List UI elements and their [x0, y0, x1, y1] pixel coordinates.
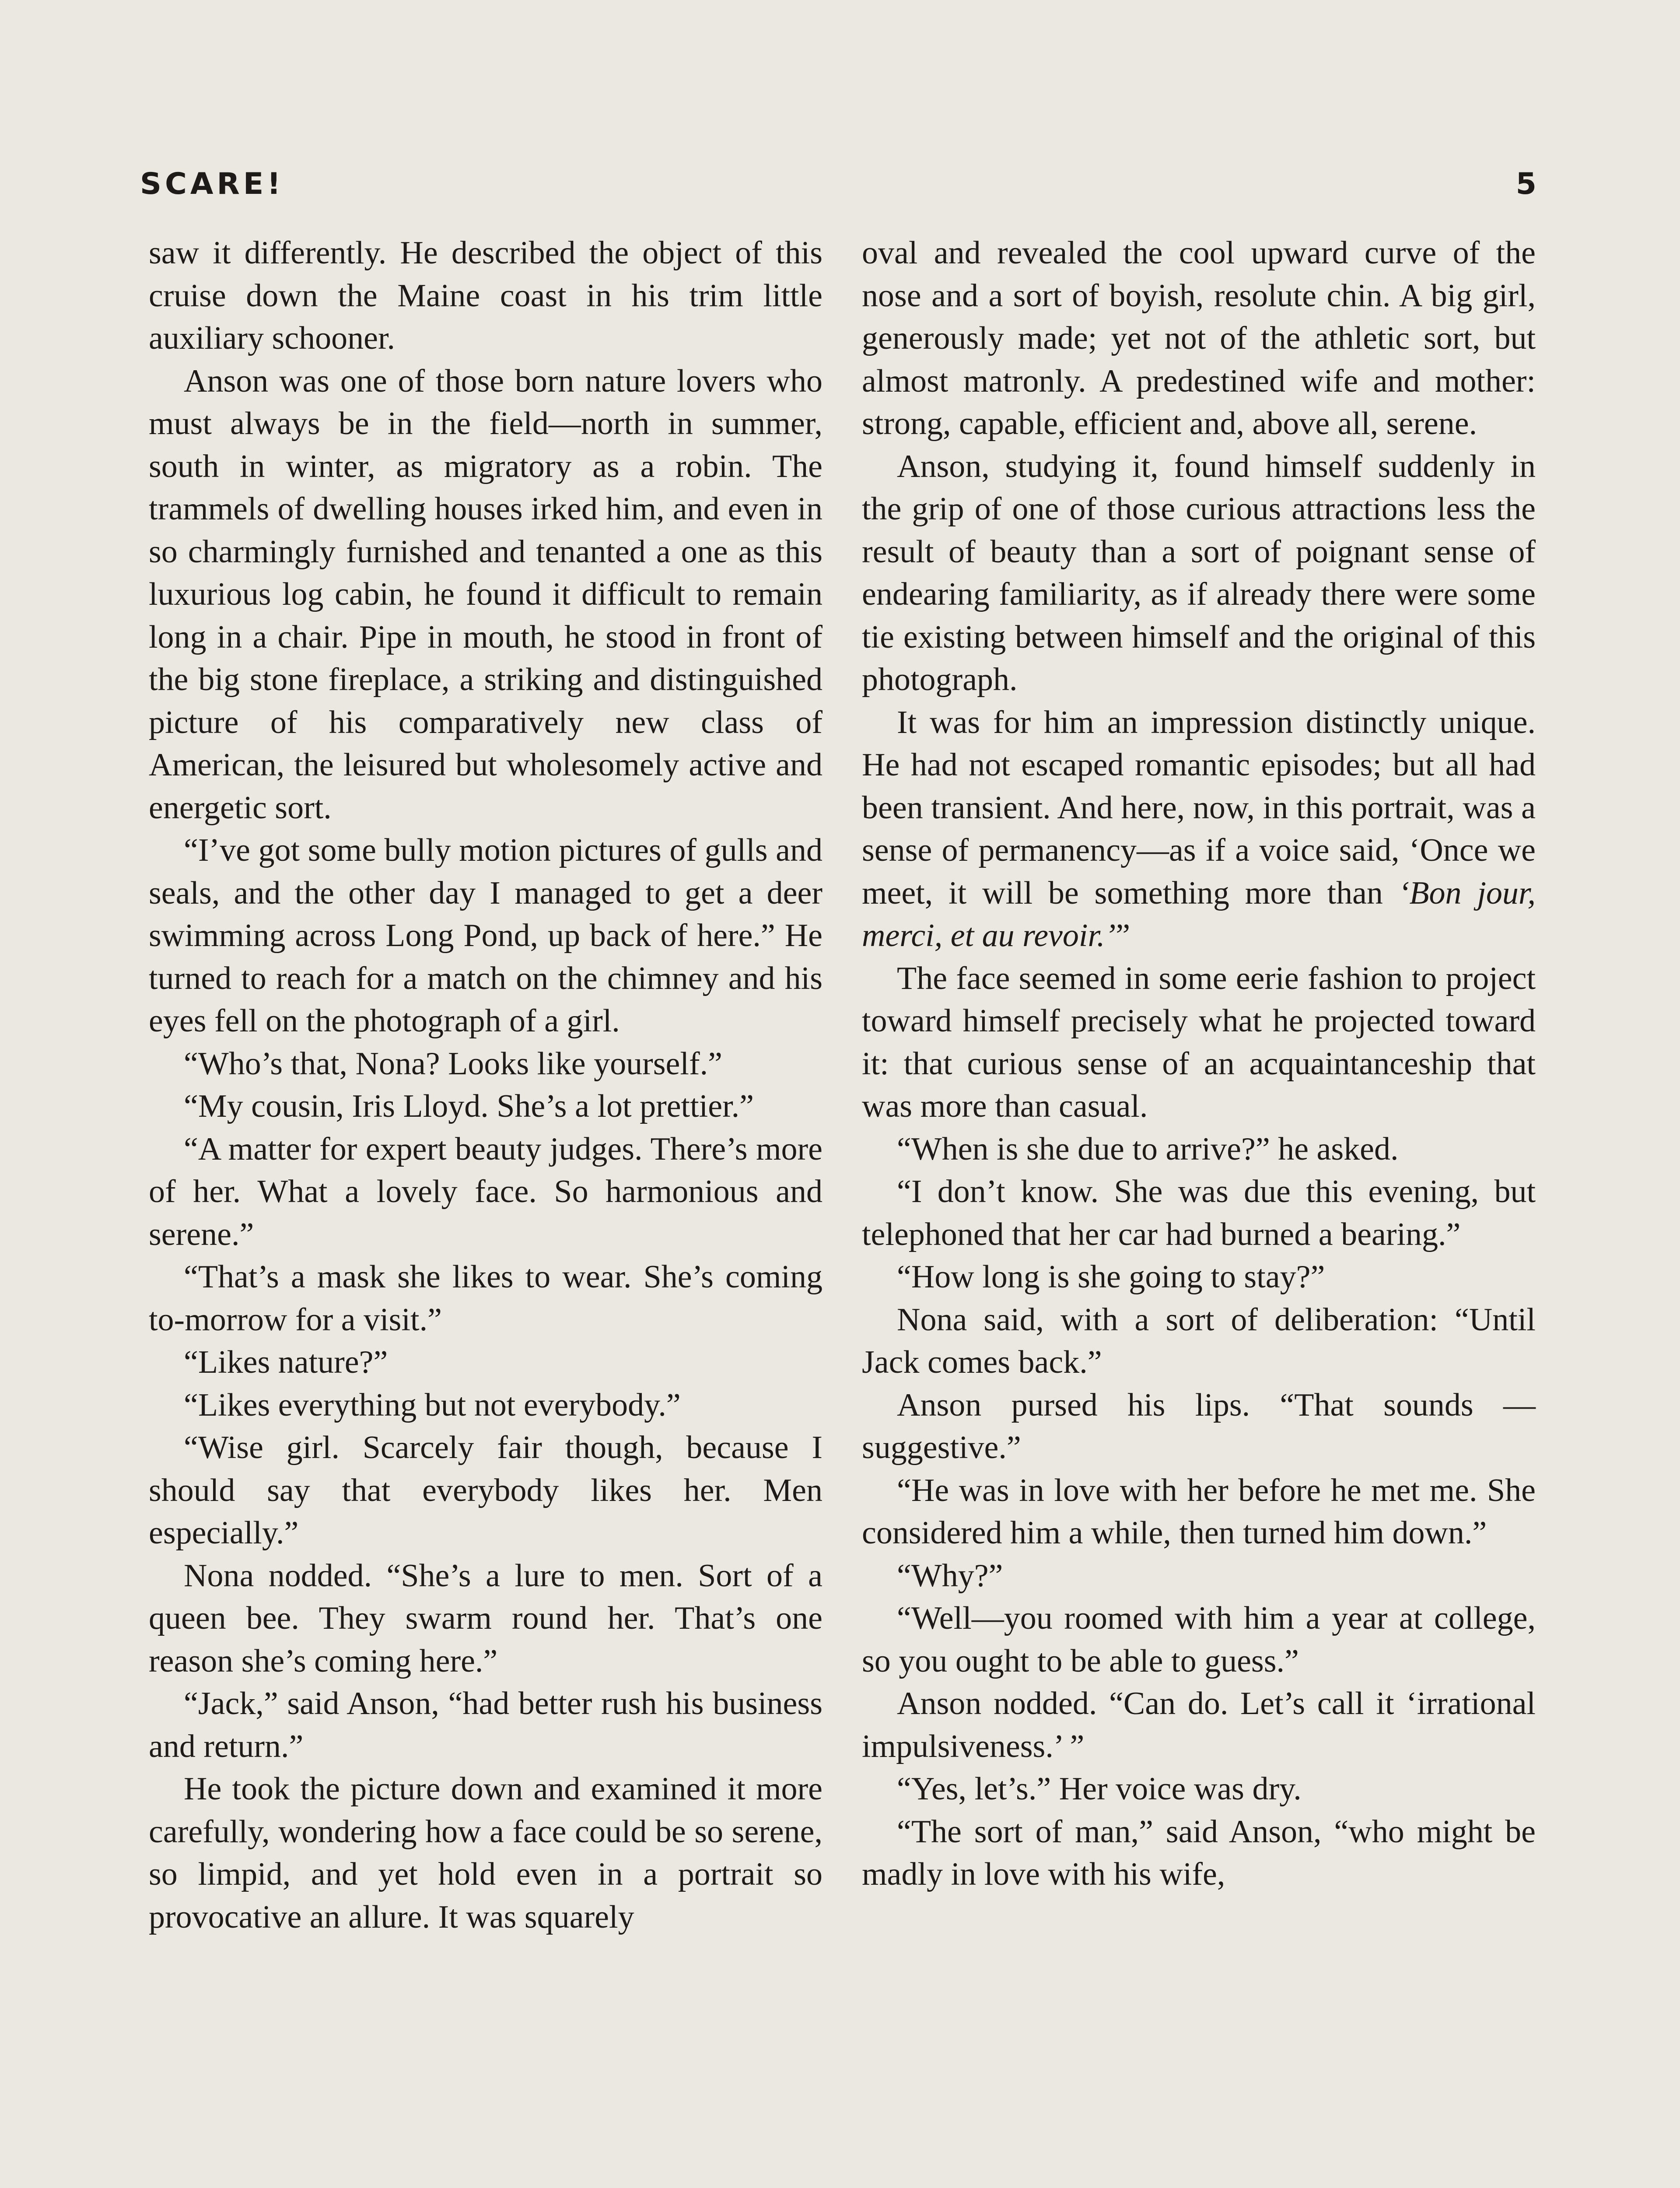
paragraph-text: It was for him an impression distinctly unique. He had not escaped romantic episodes; but all had been transient. And here, now, in this portrait, was a sense of permanency—as if a voice said, ‘Once we meet, it will be something more than [862, 704, 1536, 911]
paragraph [862, 1299, 1536, 1384]
paragraph-text: “Likes everything but not everybody.” [184, 1387, 681, 1423]
paragraph-text: The face seemed in some eerie fashion to project toward himself precisely what he projected toward it: that curious sense of an acquaintanceship that was more than casual. [862, 960, 1536, 1124]
paragraph-text: “Yes, let’s.” Her voice was dry. [897, 1771, 1302, 1807]
paragraph [149, 1555, 822, 1683]
paragraph [862, 957, 1536, 1128]
paragraph-text: “Jack,” said Anson, “had better rush his business and return.” [149, 1686, 822, 1764]
paragraph-text: “How long is she going to stay?” [897, 1259, 1325, 1295]
paragraph [862, 1469, 1536, 1555]
paragraph-text: “The sort of man,” said Anson, “who might be madly in love with his wife, [862, 1813, 1536, 1892]
paragraph [149, 1256, 822, 1341]
paragraph [862, 1256, 1536, 1299]
paragraph-text: He took the picture down and examined it more carefully, wondering how a face could be so serene, so limpid, and yet hold even in a portrait so provocative an allure. It was squarely [149, 1771, 822, 1935]
paragraph-text: “A matter for expert beauty judges. There’s more of her. What a lovely face. So harmonious and serene.” [149, 1131, 822, 1252]
paragraph-text: Nona nodded. “She’s a lure to men. Sort of a queen bee. They swarm round her. That’s one reason she’s coming here.” [149, 1557, 822, 1679]
paragraph [149, 360, 822, 830]
paragraph [149, 1128, 822, 1256]
paragraph [149, 1043, 822, 1086]
paragraph-text: “When is she due to arrive?” he asked. [897, 1131, 1399, 1167]
paragraph-text: Anson nodded. “Can do. Let’s call it ‘irrational impulsiveness.’ ” [862, 1686, 1536, 1764]
closing-quote: ” [1116, 918, 1130, 954]
paragraph [862, 232, 1536, 445]
page-header [140, 153, 1540, 214]
paragraph [862, 1768, 1536, 1811]
paragraph [149, 1768, 822, 1939]
paragraph-text: “My cousin, Iris Lloyd. She’s a lot prettier.” [184, 1088, 754, 1124]
paragraph [862, 1384, 1536, 1469]
paragraph-text: “I don’t know. She was due this evening, but telephoned that her car had burned a bearing.” [862, 1174, 1536, 1252]
paragraph-text: Anson was one of those born nature lovers who must always be in the field—north in summer, south in winter, as migratory as a robin. The trammels of dwelling houses irked him, and even in so charmingly furnished and tenanted a one as this luxurious log cabin, he found it difficult to remain long in a chair. Pipe in mouth, he stood in front of the big stone fireplace, a striking and distinguished picture of his comparatively new class of American, the leisured but wholesomely active and energetic sort. [149, 363, 822, 826]
paragraph [862, 1683, 1536, 1768]
paragraph [862, 701, 1536, 957]
paragraph-text: Nona said, with a sort of deliberation: “Until Jack comes back.” [862, 1301, 1536, 1380]
paragraph-text: “He was in love with her before he met me. She considered him a while, then turned him down.” [862, 1472, 1536, 1551]
paragraph [149, 1683, 822, 1768]
right-column [862, 232, 1536, 1896]
paragraph-text: “I’ve got some bully motion pictures of gulls and seals, and the other day I managed to get a deer swimming across Long Pond, up back of here.” He turned to reach for a match on the chimney and his eyes fell on the photograph of a girl. [149, 832, 822, 1039]
paragraph [862, 1811, 1536, 1896]
paragraph [862, 445, 1536, 701]
paragraph [149, 1384, 822, 1427]
running-title: SCARE! [140, 166, 284, 201]
paragraph-text: “Who’s that, Nona? Looks like yourself.” [184, 1045, 722, 1082]
italic-phrase: ‘Bon jour, merci, et au revoir.’ [862, 875, 1536, 954]
paragraph [862, 1171, 1536, 1256]
left-column [149, 232, 822, 1939]
paragraph-text: “Wise girl. Scarcely fair though, because I should say that everybody likes her. Men especially.” [149, 1430, 822, 1551]
paragraph [862, 1128, 1536, 1171]
paragraph-text: oval and revealed the cool upward curve of the nose and a sort of boyish, resolute chin. A big girl, generously made; yet not of the athletic sort, but almost matronly. A predestined wife and mother: strong, capable, efficient and, above all, serene. [862, 235, 1536, 442]
paragraph-text: “Well—you roomed with him a year at college, so you ought to be able to guess.” [862, 1600, 1536, 1679]
paragraph [149, 829, 822, 1043]
paragraph [149, 1341, 822, 1384]
paragraph [149, 232, 822, 360]
paragraph-text: saw it differently. He described the object of this cruise down the Maine coast in his trim little auxiliary schooner. [149, 235, 822, 356]
paragraph-text: “Why?” [897, 1557, 1003, 1594]
paragraph [862, 1555, 1536, 1598]
paragraph [149, 1427, 822, 1555]
paragraph-text: Anson, studying it, found himself suddenly in the grip of one of those curious attractions less the result of beauty than a sort of poignant sense of endearing familiarity, as if already there were some tie existing between himself and the original of this photograph. [862, 448, 1536, 698]
paragraph-text: “Likes nature?” [184, 1344, 388, 1380]
page-number: 5 [1516, 166, 1540, 201]
paragraph [149, 1085, 822, 1128]
paragraph [862, 1597, 1536, 1683]
paragraph-text: Anson pursed his lips. “That sounds —suggestive.” [862, 1387, 1536, 1466]
paragraph-text: “That’s a mask she likes to wear. She’s coming to-morrow for a visit.” [149, 1259, 822, 1338]
